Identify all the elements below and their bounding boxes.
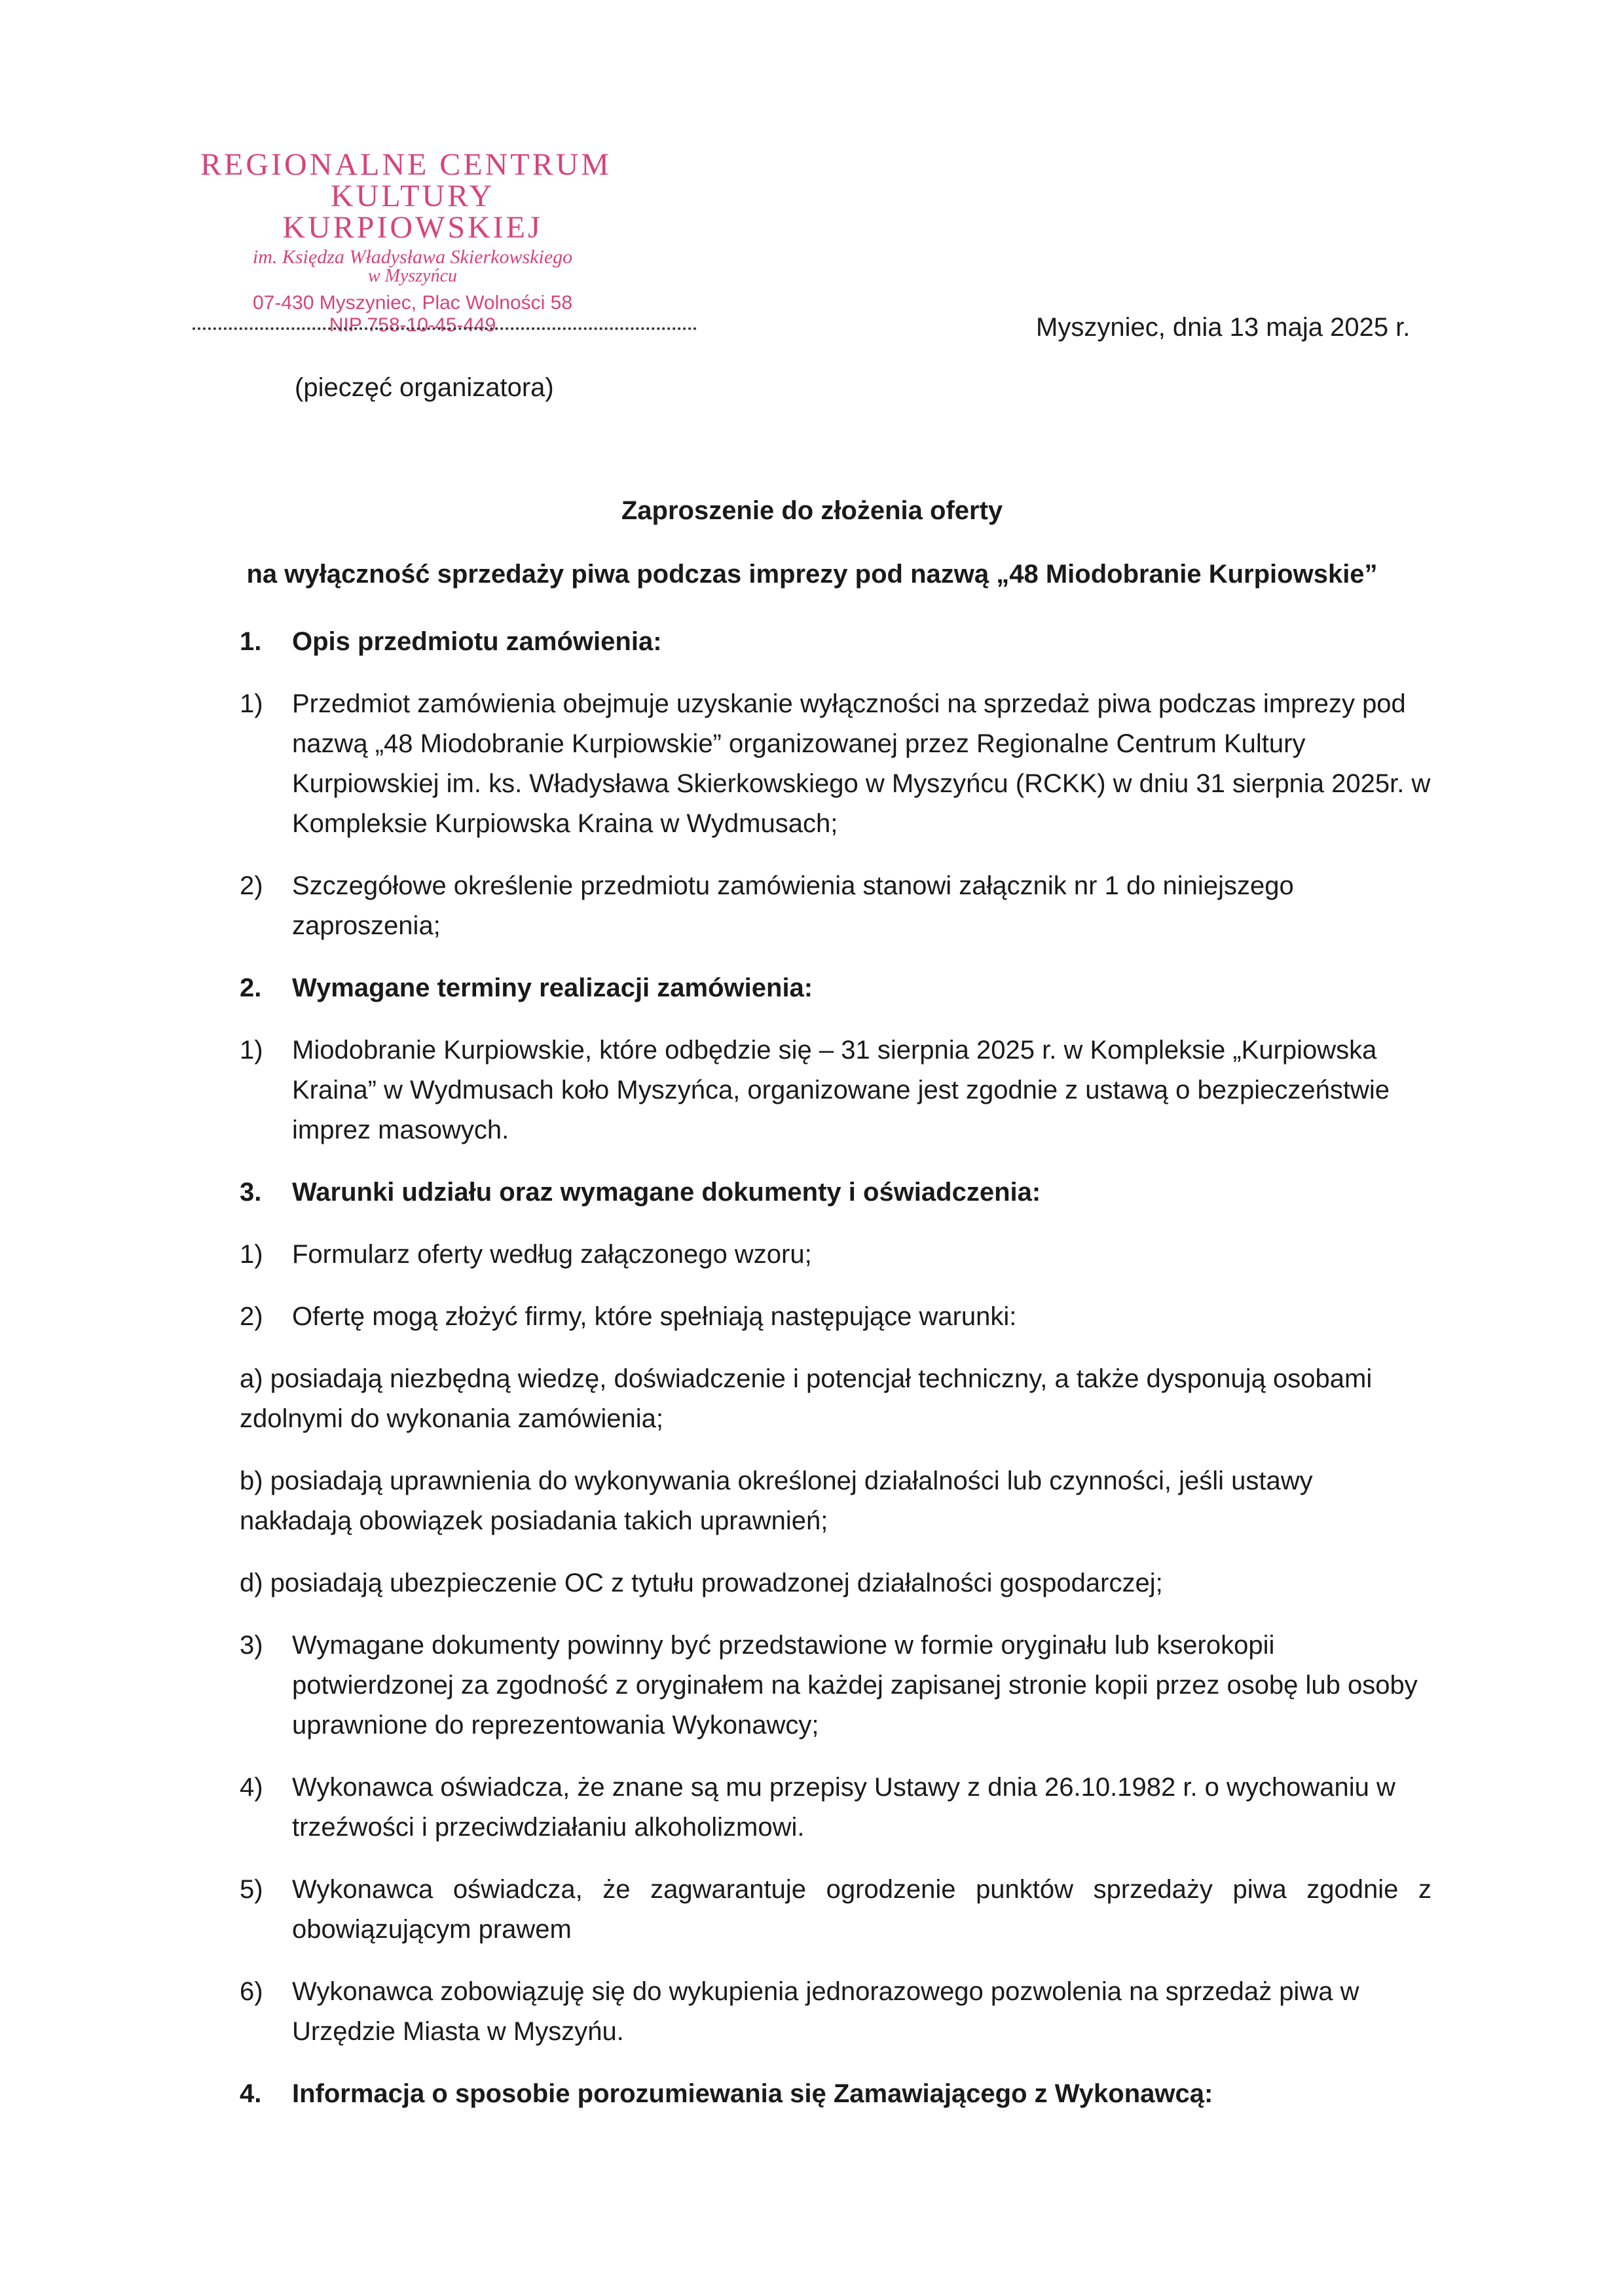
section-number: 1.: [240, 627, 262, 656]
item-text: Miodobranie Kurpiowskie, które odbędzie się – 31 sierpnia 2025 r. w Kompleksie „Kurpiowska Kraina” w Wydmusach koło Myszyńca, organizowane jest zgodnie z ustawą o bezpieczeństwie imprez masowych.: [292, 1036, 1390, 1144]
item-number: 5): [240, 1875, 263, 1904]
item-text: Wykonawca oświadcza, że zagwarantuje ogrodzenie punktów sprzedaży piwa zgodnie z obowiązującym prawem: [292, 1875, 1431, 1944]
stamp-line-3: im. Księdza Władysława Skierkowskiego: [252, 246, 573, 268]
item-text: Wykonawca oświadcza, że znane są mu przepisy Ustawy z dnia 26.10.1982 r. o wychowaniu w trzeźwości i przeciwdziałaniu alkoholizmowi.: [292, 1773, 1395, 1842]
stamp-line-1: REGIONALNE CENTRUM: [200, 147, 612, 182]
list-item: [240, 1030, 1431, 1150]
item-number: 3): [240, 1631, 263, 1660]
section-number: 4.: [240, 2079, 262, 2108]
item-text: Ofertę mogą złożyć firmy, które spełniają następujące warunki:: [292, 1302, 1017, 1331]
item-number: 4): [240, 1773, 263, 1802]
item-number: 1): [240, 689, 263, 718]
list-item: [240, 684, 1431, 844]
item-number: 2): [240, 1302, 263, 1331]
condition-item: b) posiadają uprawnienia do wykonywania określonej działalności lub czynności, jeśli ustawy nakładają obowiązek posiadania takich uprawnień;: [240, 1467, 1313, 1535]
item-text: Wymagane dokumenty powinny być przedstawione w formie oryginału lub kserokopii potwierdzonej za zgodność z oryginałem na każdej zapisanej stronie kopii przez osobę lub osoby uprawnione do reprezentowania Wykonawcy;: [292, 1631, 1418, 1740]
stamp-caption: (pieczęć organizatora): [295, 373, 554, 402]
condition-item: d) posiadają ubezpieczenie OC z tytułu prowadzonej działalności gospodarczej;: [240, 1569, 1163, 1597]
section-title: Informacja o sposobie porozumiewania się Zamawiającego z Wykonawcą:: [292, 2079, 1213, 2108]
item-text: Przedmiot zamówienia obejmuje uzyskanie wyłączności na sprzedaż piwa podczas imprezy pod nazwą „48 Miodobranie Kurpiowskie” organizowanej przez Regionalne Centrum Kultury Kurpiowskiej im. ks. Władysława Skierkowskiego w Myszyńcu (RCKK) w dniu 31 sierpnia 2025r. w Kompleksie Kurpiowska Kraina w Wydmusach;: [292, 689, 1431, 838]
list-item: [240, 1626, 1431, 1745]
condition-item: a) posiadają niezbędną wiedzę, doświadczenie i potencjał techniczny, a także dysponują osobami zdolnymi do wykonania zamówienia;: [240, 1364, 1373, 1433]
list-item: [240, 1235, 1431, 1275]
section-3-heading: [240, 1173, 1431, 1212]
stamp-line-5: 07-430 Myszyniec, Plac Wolności 58: [253, 292, 572, 314]
section-title: Wymagane terminy realizacji zamówienia:: [292, 974, 813, 1002]
stamp-line-2: KULTURY KURPIOWSKIEJ: [282, 179, 543, 245]
section-number: 3.: [240, 1178, 262, 1207]
organizer-stamp: [196, 149, 629, 335]
section-2-heading: [240, 968, 1431, 1008]
section-4-heading: [240, 2074, 1431, 2114]
list-item: [240, 866, 1431, 946]
list-item: [240, 1972, 1431, 2052]
stamp-line-6: NIP 758-10-45-449: [329, 314, 496, 336]
document-body: [240, 622, 1431, 2114]
stamp-line-4: w Myszyńcu: [367, 266, 458, 286]
place-date: Myszyniec, dnia 13 maja 2025 r.: [1036, 313, 1411, 342]
section-1-heading: [240, 622, 1431, 662]
item-number: 1): [240, 1240, 263, 1269]
item-number: 6): [240, 1977, 263, 2006]
section-number: 2.: [240, 974, 262, 1002]
document-subtitle: na wyłączność sprzedaży piwa podczas imprezy pod nazwą „48 Miodobranie Kurpiowskie”: [246, 560, 1378, 589]
signature-dotted-line: [193, 327, 697, 330]
item-text: Szczegółowe określenie przedmiotu zamówienia stanowi załącznik nr 1 do niniejszego zaproszenia;: [292, 871, 1294, 940]
item-text: Formularz oferty według załączonego wzoru;: [292, 1240, 812, 1269]
section-title: Opis przedmiotu zamówienia:: [292, 627, 662, 656]
item-number: 2): [240, 871, 263, 900]
section-title: Warunki udziału oraz wymagane dokumenty i oświadczenia:: [292, 1178, 1041, 1207]
list-item: [240, 1870, 1431, 1950]
document-title: Zaproszenie do złożenia oferty: [621, 496, 1003, 525]
list-item: [240, 1768, 1431, 1848]
item-text: Wykonawca zobowiązuję się do wykupienia jednorazowego pozwolenia na sprzedaż piwa w Urzędzie Miasta w Myszyńu.: [292, 1977, 1359, 2046]
item-number: 1): [240, 1036, 263, 1065]
list-item: [240, 1297, 1431, 1337]
